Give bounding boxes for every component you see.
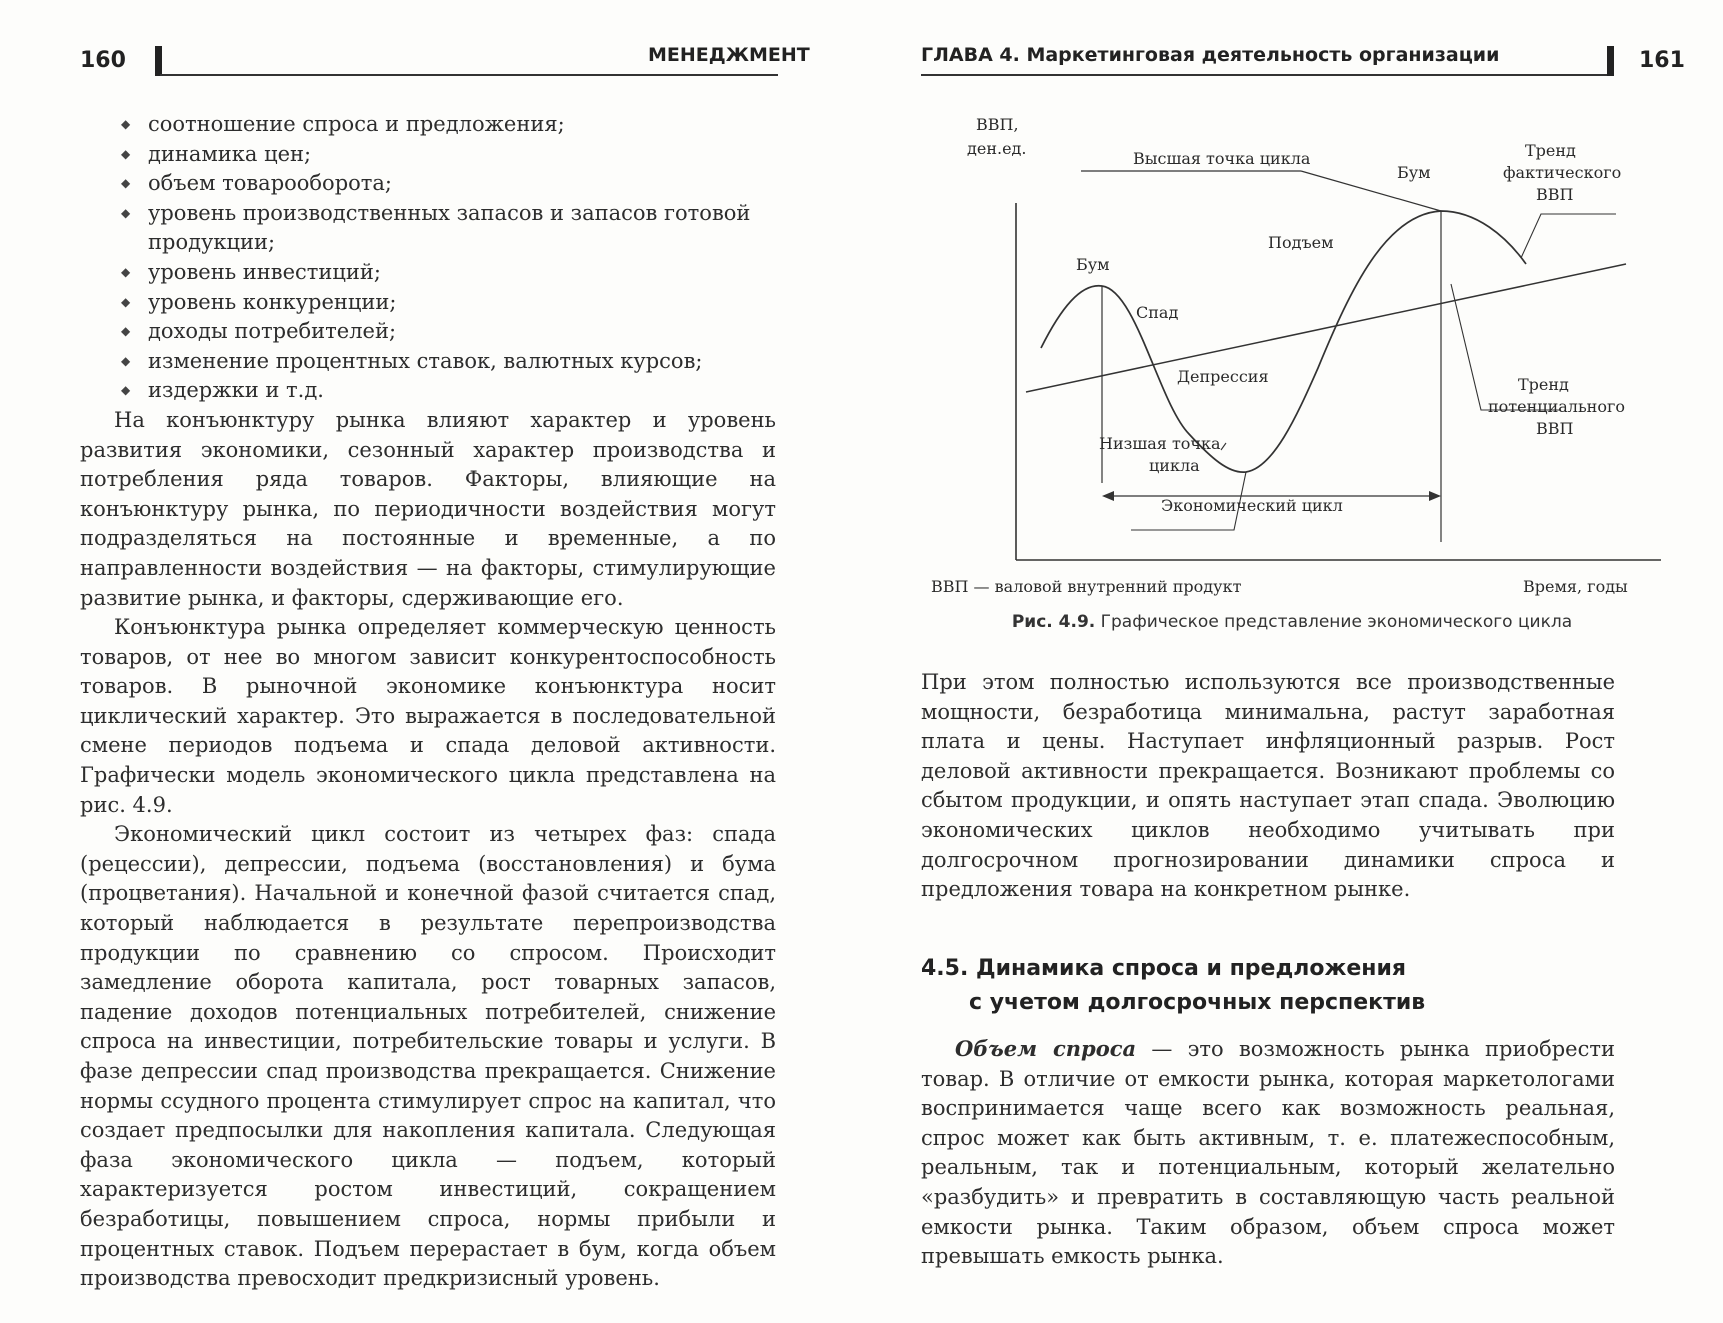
section-heading <box>921 952 1641 1020</box>
actual-trend-leader <box>1521 214 1616 258</box>
list-item: ◆ изменение процентных ставок, валютных курсов; <box>118 347 776 377</box>
section-heading-line1: 4.5. Динамика спроса и предложения <box>921 956 1407 981</box>
paragraph: Конъюнктура рынка определяет коммерческую ценность товаров, от нее во многом зависит конкурентоспособность товаров. В рыночной экономике конъюнктура носит циклический характер. Это выражается в последовательной смене периодов подъема и спада деловой активности. Графически модель экономического цикла представлена на рис. 4.9. <box>80 615 776 817</box>
label-depression: Депрессия <box>1177 367 1269 386</box>
figure-number: Рис. 4.9. <box>1011 612 1096 632</box>
label-cycle: Экономический цикл <box>1161 496 1343 515</box>
paragraph: При этом полностью используются все производственные мощности, безработица минимальна, растут заработная плата и цены. Наступает инфляционный разрыв. Рост деловой активности прекращается. Возникают проблемы со сбытом продукции, и опять наступает этап спада. Эволюцию экономических циклов необходимо учитывать при долгосрочном прогнозировании динамики спроса и предложения товара на конкретном рынке. <box>921 670 1615 902</box>
label-boom-2: Бум <box>1397 163 1431 182</box>
label-peak: Высшая точка цикла <box>1133 149 1311 168</box>
label-actual-trend-2: фактического <box>1503 163 1622 182</box>
left-page <box>0 0 861 1323</box>
economic-cycle-diagram <box>921 118 1681 598</box>
label-trough-2: цикла <box>1149 456 1200 475</box>
list-item: ◆ издержки и т.д. <box>118 376 776 406</box>
label-trough-1: Низшая точка <box>1099 434 1221 453</box>
right-page <box>861 0 1723 1323</box>
legend-note: ВВП — валовой внутренний продукт <box>931 577 1242 596</box>
header-rule-right <box>921 74 1607 76</box>
list-item: ◆ динамика цен; <box>118 140 776 170</box>
list-item: ◆ доходы потребителей; <box>118 317 776 347</box>
label-potential-trend-3: ВВП <box>1536 419 1574 438</box>
list-item: ◆ уровень конкуренции; <box>118 288 776 318</box>
label-recession: Спад <box>1136 303 1179 322</box>
list-item: ◆ уровень производственных запасов и запасов готовой продукции; <box>118 199 776 258</box>
paragraph: На конъюнктуру рынка влияют характер и уровень развития экономики, сезонный характер производства и потребления ряда товаров. Факторы, влияющие на конъюнктуру рынка, по периодичности воздействия могут подразделяться на постоянные и временные, а по направленности воздействия — на факторы, стимулирующие развитие рынка, и факторы, сдерживающие его. <box>80 407 776 610</box>
header-bar-right <box>1607 46 1614 76</box>
label-actual-trend-1: Тренд <box>1525 141 1576 160</box>
right-text-column-bottom <box>921 1034 1615 1272</box>
figure-caption <box>861 612 1723 632</box>
header-bar-left <box>155 46 162 76</box>
label-actual-trend-3: ВВП <box>1536 185 1574 204</box>
label-potential-trend-1: Тренд <box>1518 375 1569 394</box>
right-text-column-top <box>921 668 1615 905</box>
list-item: ◆ уровень инвестиций; <box>118 258 776 288</box>
paragraph: Экономический цикл состоит из четырех фаз: спада (рецессии), депрессии, подъема (восстановления) и бума (процветания). Начальной и конечной фазой считается спад, который наблюдается в результате перепроизводства продукции по сравнению со спросом. Происходит замедление оборота капитала, рост товарных запасов, падение доходов потенциальных потребителей, снижение спроса на инвестиции, потребительские товары и услуги. В фазе депрессии спад производства прекращается. Снижение нормы ссудного процента стимулирует спрос на капитал, что создает предпосылки для накопления капитала. Следующая фаза экономического цикла — подъем, который характеризуется ростом инвестиций, сокращением безработицы, повышением спроса, нормы прибыли и процентных ставок. Подъем перерастает в бум, когда объем производства превосходит предкризисный уровень. <box>80 822 776 1291</box>
label-boom-1: Бум <box>1076 255 1110 274</box>
cycle-arrow-left-icon <box>1102 491 1114 501</box>
x-axis-label: Время, годы <box>1523 577 1628 596</box>
y-axis-label-line1: ВВП, <box>976 118 1019 134</box>
term: Объем спроса <box>955 1036 1137 1061</box>
header-rule-left <box>160 74 778 76</box>
factor-list <box>80 110 776 406</box>
list-item: ◆ соотношение спроса и предложения; <box>118 110 776 140</box>
list-item: ◆ объем товарооборота; <box>118 169 776 199</box>
paragraph <box>921 1034 1615 1272</box>
running-title-right: ГЛАВА 4. Маркетинговая деятельность организации <box>921 44 1500 66</box>
figure-caption-text: Графическое представление экономического цикла <box>1100 612 1573 632</box>
y-axis-label-line2: ден.ед. <box>967 139 1027 158</box>
page-number-left: 160 <box>80 48 126 73</box>
page-number-right: 161 <box>1639 48 1685 73</box>
label-recovery: Подъем <box>1268 233 1334 252</box>
left-text-column <box>80 110 776 1294</box>
depression-leader <box>1221 443 1226 450</box>
term-definition: — это возможность рынка приобрести товар. В отличие от емкости рынка, которая маркетологами воспринимается чаще всего как возможность реальная, спрос может как быть активным, т. е. платежеспособным, реальным, так и потенциальным, который желательно «разбудить» и превратить в составляющую часть реальной емкости рынка. Таким образом, объем спроса может превышать емкость рынка. <box>921 1037 1615 1269</box>
label-potential-trend-2: потенциального <box>1488 397 1625 416</box>
running-title-left: МЕНЕДЖМЕНТ <box>648 44 810 66</box>
cycle-arrow-right-icon <box>1429 491 1441 501</box>
section-heading-line2: с учетом долгосрочных перспектив <box>969 990 1426 1015</box>
potential-trend-line <box>1026 264 1626 392</box>
